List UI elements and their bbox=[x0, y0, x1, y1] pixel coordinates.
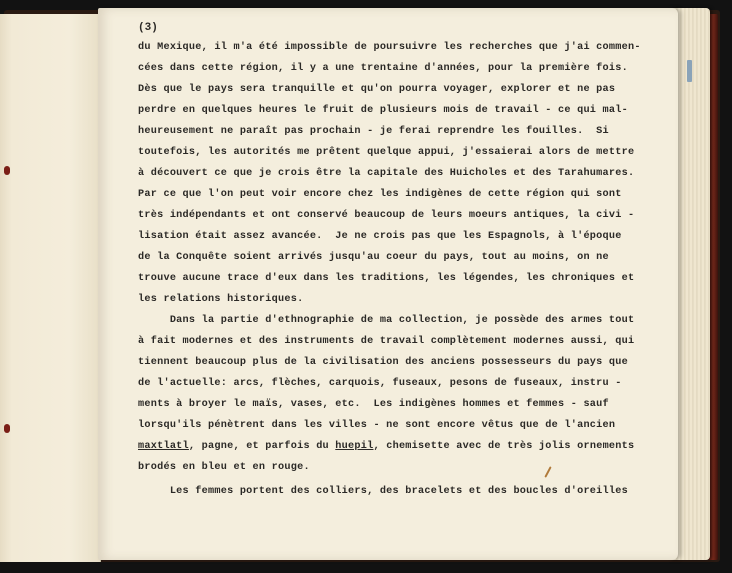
text-line-2: cées dans cette région, il y a une trentaine d'années, pour la première fois. bbox=[138, 63, 628, 74]
text-line-17: de l'actuelle: arcs, flèches, carquois, fuseaux, pesons de fuseaux, instru - bbox=[138, 378, 622, 389]
punch-hole-top bbox=[4, 166, 10, 175]
text-line-20-middle: , pagne, et parfois du bbox=[188, 441, 336, 452]
text-line-9: très indépendants et ont conservé beaucoup de leurs moeurs antiques, la civi - bbox=[138, 210, 635, 221]
text-line-21: brodés en bleu et en rouge. bbox=[138, 462, 310, 473]
punch-hole-bottom bbox=[4, 424, 10, 433]
text-line-8: Par ce que l'on peut voir encore chez les indigènes de cette région qui sont bbox=[138, 189, 622, 200]
text-line-10: lisation était assez avancée. Je ne crois pas que les Espagnols, à l'époque bbox=[138, 231, 622, 242]
pencil-mark bbox=[544, 466, 551, 478]
typed-document-page bbox=[98, 8, 678, 560]
page-tab-marker bbox=[687, 60, 692, 82]
term-huepil: huepil bbox=[335, 441, 374, 452]
text-line-5: heureusement ne paraît pas prochain - je ferai reprendre les fouilles. Si bbox=[138, 126, 609, 137]
text-line-3: Dès que le pays sera tranquille et qu'on pourra voyager, explorer et ne pas bbox=[138, 84, 616, 95]
text-line-12: trouve aucune trace d'eux dans les traditions, les légendes, les chroniques et bbox=[138, 273, 635, 284]
text-line-16: tiennent beaucoup plus de la civilisation des anciens possesseurs du pays que bbox=[138, 357, 628, 368]
left-facing-page bbox=[0, 14, 101, 562]
text-line-15: à fait modernes et des instruments de travail complètement modernes aussi, qui bbox=[138, 336, 635, 347]
text-line-6: toutefois, les autorités me prêtent quelque appui, j'essaierai alors de mettre bbox=[138, 147, 635, 158]
page-number: (3) bbox=[138, 22, 158, 34]
text-line-4: perdre en quelques heures le fruit de plusieurs mois de travail - ce qui mal- bbox=[138, 105, 628, 116]
text-line-22: Les femmes portent des colliers, des bracelets et des boucles d'oreilles bbox=[138, 486, 628, 497]
text-line-13: les relations historiques. bbox=[138, 294, 304, 305]
text-line-11: de la Conquête soient arrivés jusqu'au coeur du pays, tout au moins, on ne bbox=[138, 252, 609, 263]
text-line-1: du Mexique, il m'a été impossible de poursuivre les recherches que j'ai commen- bbox=[138, 42, 641, 53]
term-maxtlatl: maxtlatl bbox=[138, 441, 189, 452]
text-line-18: ments à broyer le maïs, vases, etc. Les indigènes hommes et femmes - sauf bbox=[138, 399, 609, 410]
text-line-20 bbox=[138, 441, 634, 452]
text-line-20-end: , chemisette avec de très jolis ornements bbox=[373, 441, 635, 452]
text-line-7: à découvert ce que je crois être la capitale des Huicholes et des Tarahumares. bbox=[138, 168, 635, 179]
text-line-14: Dans la partie d'ethnographie de ma collection, je possède des armes tout bbox=[138, 315, 635, 326]
text-line-19: lorsqu'ils pénètrent dans les villes - ne sont encore vêtus que de l'ancien bbox=[138, 420, 616, 431]
